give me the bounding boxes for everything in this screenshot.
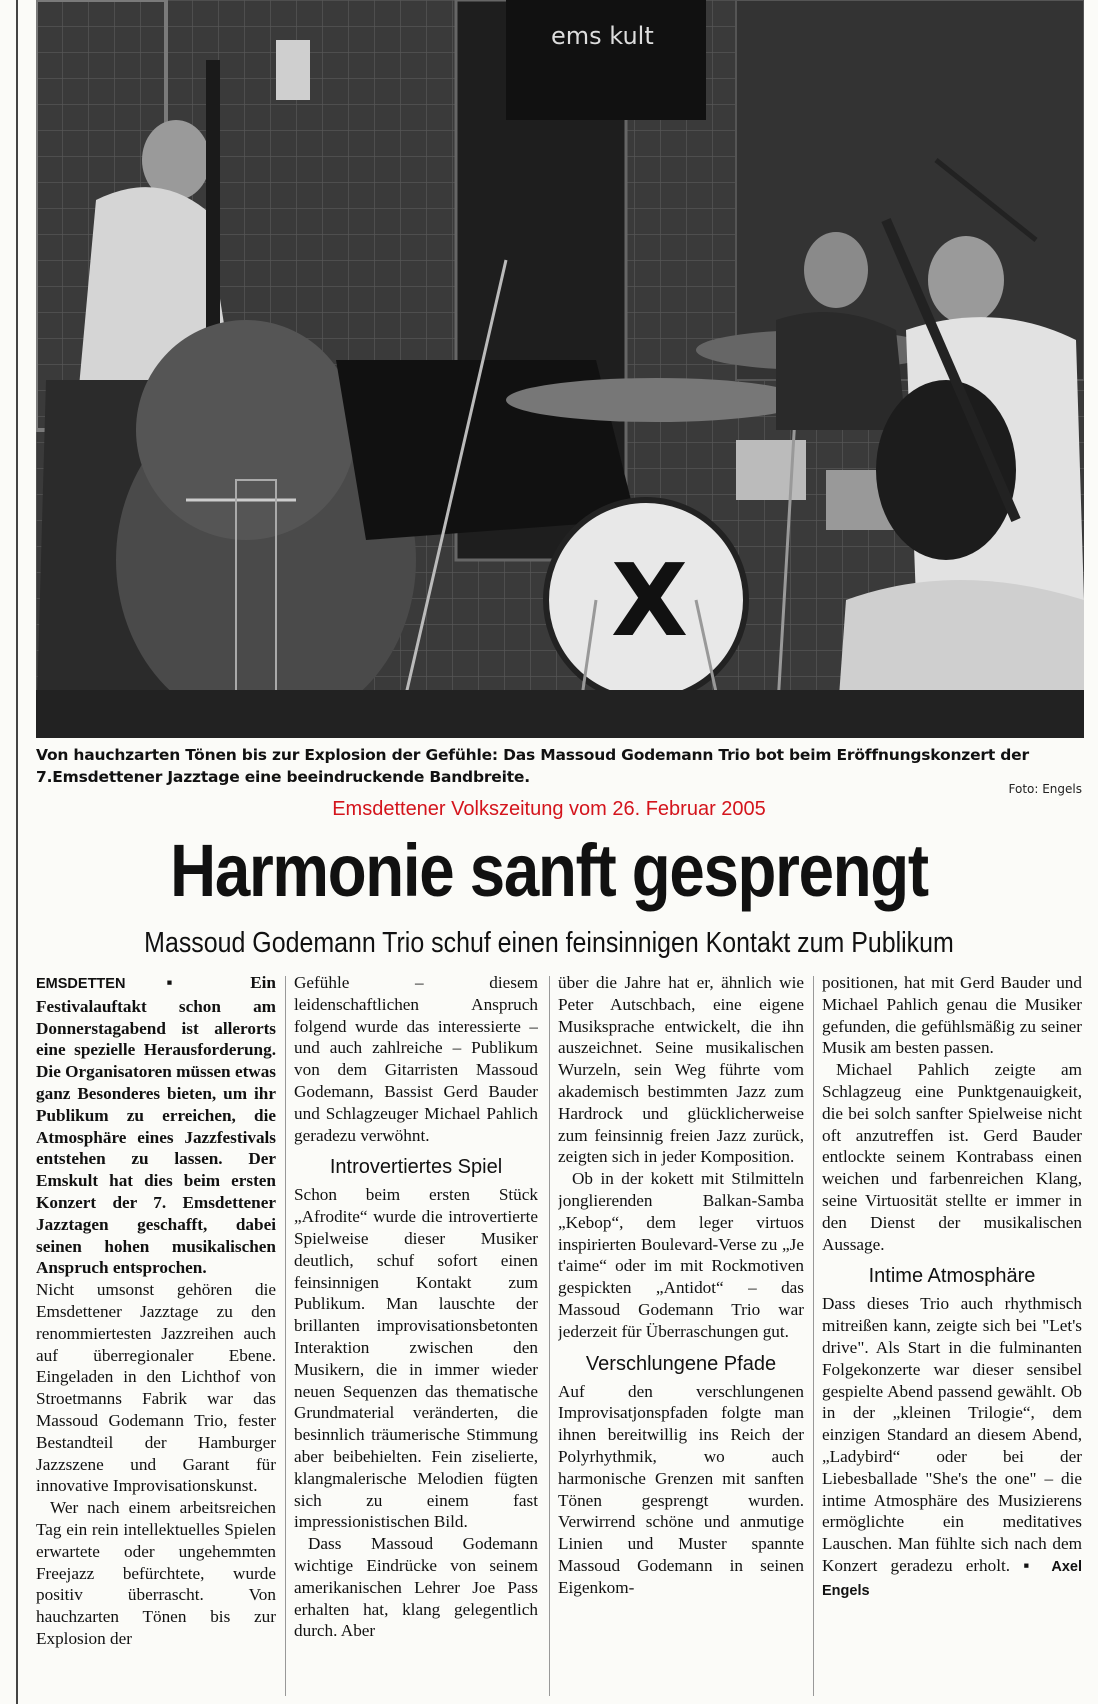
- section-subhead: Introvertiertes Spiel: [329, 1156, 503, 1179]
- body-paragraph: Dass dieses Trio auch rhythmisch mitreißen kann, zeigte sich bei "Let's drive". Als Start in die fulminanten Folgekonzerte war dieser sensibel gespielte Abend passend gewählt. Ob in der „kleinen Trilogie“, dem einzigen Standard an diesem Abend, „Ladybird“ oder bei der Liebesballade "She's the one" – die intime Atmosphäre des Musizierens ermöglichte ein meditatives Lauschen. Man fühlte sich nach dem Konzert geradezu erholt. ▪ Axel Engels: [822, 1294, 1082, 1599]
- author-byline: Axel Engels: [822, 1558, 1082, 1599]
- lead-text: Ein Festivalauftakt schon am Donnerstagabend ist allerorts eine spezielle Herausforderung. Die Organisatoren müssen etwas ganz Besonderes bieten, um ihr Publikum zu erreichen, die Atmosphäre eines Jazzfestivals entstehen zu lassen. Der Emskult hat dies beim ersten Konzert der 7. Emsdettener Jazztagen geschafft, dabei seinen hohen musikalischen Anspruch entsprochen.: [36, 973, 276, 1278]
- section-subhead: Verschlungene Pfade: [585, 1352, 777, 1375]
- body-paragraph: Wer nach einem arbeitsreichen Tag ein rein intellektuelles Spielen erwartete oder ungehemmten Freejazz befürchtete, wurde positiv überrascht. Von hauchzarten Tönen bis zur Explosion der: [36, 1498, 276, 1648]
- dateline: EMSDETTEN: [36, 976, 126, 992]
- article-column-1: [36, 972, 276, 1700]
- article-column-2: [294, 972, 538, 1700]
- headline: Harmonie sanft gesprengt: [170, 829, 928, 912]
- column-rule: [285, 976, 286, 1696]
- article-column-4: [822, 972, 1082, 1700]
- section-subhead: Intime Atmosphäre: [868, 1265, 1036, 1288]
- source-note: Emsdettener Volkszeitung vom 26. Februar 2005: [332, 798, 766, 820]
- page-edge-rule: [16, 0, 18, 1704]
- body-paragraph: Schon beim ersten Stück „Afrodite“ wurde die introvertierte Spielweise dieser Musiker deutlich, schuf sofort einen feinsinnigen Kontakt zum Publikum. Man lauschte der brillanten improvisationsbetonten Interaktion zwischen den Musikern, die in immer wieder neuen Sequenzen das thematische Grundmaterial veränderten, die besinnlich träumerische Stimmung aber beibehielten. Fein ziselierte, klangmalerische Melodien fügten sich zu einem fast impressionistischen Bild.: [294, 1185, 538, 1532]
- body-paragraph: Nicht umsonst gehören die Emsdettener Jazztage zu den renommiertesten Jazzreihen auch auf überregionaler Ebene. Eingeladen in den Lichthof von Stroetmanns Fabrik war das Massoud Godemann Trio, fester Bestandteil der Hamburger Jazzszene und Garant für innovative Improvisationskunst.: [36, 1280, 276, 1496]
- subheadline: Massoud Godemann Trio schuf einen feinsinnigen Kontakt zum Publikum: [144, 927, 954, 959]
- photo-credit: Foto: Engels: [1008, 782, 1082, 796]
- body-paragraph: Auf den verschlungenen Improvisatjonspfaden folgte man ihnen bereitwillig ins Reich der Polyrhythmik, wo auch harmonische Grenzen mit sanften Tönen gesprengt wurden. Verwirrend schöne und anmutige Linien und Muster spannte Massoud Godemann in seinen Eigenkom-: [558, 1381, 804, 1597]
- lead-paragraph: EMSDETTEN ▪ Ein Festivalauftakt schon am Donnerstagabend ist allerorts eine spezielle Herausforderung. Die Organisatoren müssen etwas ganz Besonderes bieten, um ihr Publikum zu erreichen, die Atmosphäre eines Jazzfestivals entstehen zu lassen. Der Emskult hat dies beim ersten Konzert der 7. Emsdettener Jazztagen geschafft, dabei seinen hohen musikalischen Anspruch entsprochen.: [36, 973, 276, 1278]
- body-paragraph: Ob in der kokett mit Stilmitteln jonglierenden Balkan-Samba „Kebop“, dem leger virtuos inspirierten Boulevard-Verse zu „Je t'aime“ oder im mit Rockmotiven gespickten „Antidot“ – das Massoud Godemann Trio war jederzeit für Überraschungen gut.: [558, 1169, 804, 1341]
- drum-head-mark: X: [611, 542, 689, 659]
- body-paragraph: Gefühle – diesem leidenschaftlichen Anspruch folgend wurde das interessierte – und auch zahlreiche – Publikum von dem Gitarristen Massoud Godemann, Bassist Gerd Bauder und Schlagzeuger Michael Pahlich geradezu verwöhnt.: [294, 973, 538, 1145]
- closing-text: Dass dieses Trio auch rhythmisch mitreißen kann, zeigte sich bei "Let's drive". Als Start in die fulminanten Folgekonzerte war dieser sensibel gespielte Abend passend gewählt. Ob in der „kleinen Trilogie“, dem einzigen Standard an diesem Abend, „Ladybird“ oder bei der Liebesballade "She's the one" – die intime Atmosphäre des Musizierens ermöglichte ein meditatives Lauschen. Man fühlte sich nach dem Konzert geradezu erholt.: [822, 1294, 1082, 1575]
- concert-photo-illustration: [36, 0, 1084, 738]
- stage-sign-text: ems kult: [551, 22, 654, 50]
- article-column-3: [558, 972, 804, 1700]
- concert-photo: [36, 0, 1084, 738]
- column-rule: [549, 976, 550, 1696]
- body-paragraph: Michael Pahlich zeigte am Schlagzeug eine Punktgenauigkeit, die bei solch sanfter Spielweise nicht oft anzutreffen ist. Gerd Bauder entlockte seinem Kontrabass einen weichen und farbenreichen Klang, seine Virtuosität stellte er immer in den Dienst der musikalischen Aussage.: [822, 1060, 1082, 1254]
- column-rule: [813, 976, 814, 1696]
- photo-caption: Von hauchzarten Tönen bis zur Explosion der Gefühle: Das Massoud Godemann Trio bot beim Eröffnungskonzert der 7.Emsdettener Jazztage eine beeindruckende Bandbreite.: [36, 746, 1029, 786]
- body-paragraph: Dass Massoud Godemann wichtige Eindrücke von seinem amerikanischen Lehrer Joe Pass erhalten hat, klang gelegentlich durch. Aber: [294, 1534, 538, 1641]
- body-paragraph: positionen, hat mit Gerd Bauder und Michael Pahlich genau die Musiker gefunden, die gefühlsmäßig zu seiner Musik am besten passen.: [822, 973, 1082, 1058]
- body-paragraph: über die Jahre hat er, ähnlich wie Peter Autschbach, eine eigene Musiksprache entwickelt, die ihn auszeichnet. Seine musikalischen Wurzeln, sein Weg führte vom akademisch bestimmten Jazz zum Hardrock und glücklicherweise zum feinsinnig freien Jazz zurück, zeigten sich in jeder Komposition.: [558, 973, 804, 1167]
